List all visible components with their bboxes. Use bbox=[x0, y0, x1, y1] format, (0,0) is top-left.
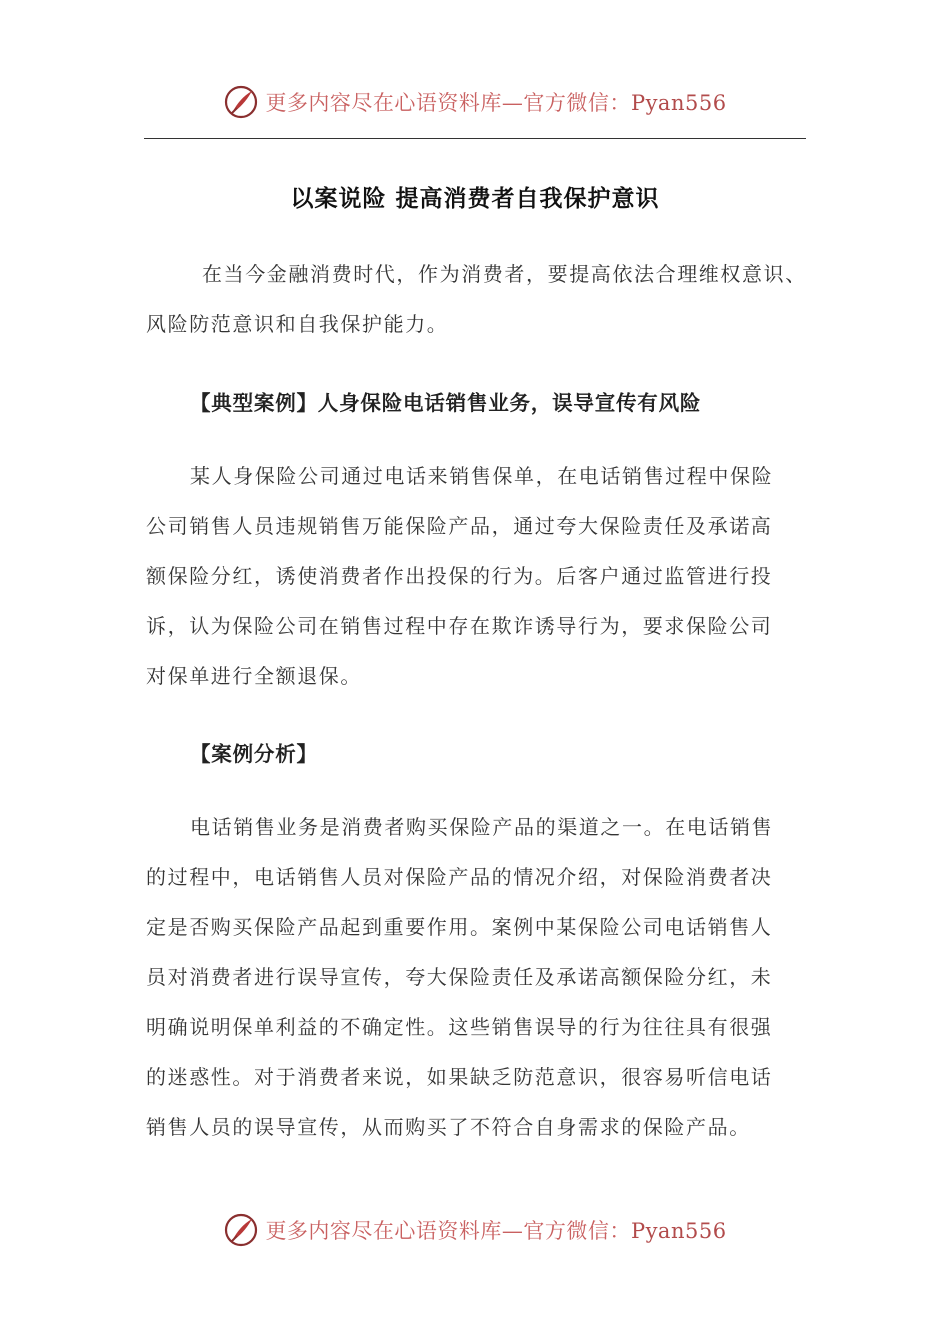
analysis-line: 定是否购买保险产品起到重要作用。案例中某保险公司电话销售人 bbox=[146, 915, 773, 939]
case-paragraph bbox=[146, 451, 826, 701]
analysis-line: 的迷惑性。对于消费者来说，如果缺乏防范意识，很容易听信电话 bbox=[146, 1065, 773, 1089]
intro-line: 风险防范意识和自我保护能力。 bbox=[146, 312, 449, 336]
analysis-line: 明确说明保单利益的不确定性。这些销售误导的行为往往具有很强 bbox=[146, 1015, 773, 1039]
case-line: 额保险分红，诱使消费者作出投保的行为。后客户通过监管进行投 bbox=[146, 564, 773, 588]
wechat-id: Pyan556 bbox=[630, 91, 727, 115]
intro-line: 在当今金融消费时代，作为消费者，要提高依法合理维权意识、 bbox=[202, 262, 807, 286]
header-divider bbox=[144, 138, 806, 139]
analysis-line: 销售人员的误导宣传，从而购买了不符合自身需求的保险产品。 bbox=[146, 1115, 751, 1139]
analysis-heading: 【案例分析】 bbox=[190, 742, 318, 766]
analysis-line: 员对消费者进行误导宣传，夸大保险责任及承诺高额保险分红，未 bbox=[146, 965, 773, 989]
quill-logo-icon bbox=[223, 1212, 259, 1248]
footer-banner bbox=[0, 1210, 950, 1250]
intro-paragraph bbox=[146, 249, 826, 349]
quill-logo-icon bbox=[223, 84, 259, 120]
analysis-paragraph bbox=[146, 802, 826, 1152]
banner-text: 更多内容尽在心语资料库—官方微信：Pyan556 bbox=[265, 91, 727, 115]
analysis-line: 的过程中，电话销售人员对保险产品的情况介绍，对保险消费者决 bbox=[146, 865, 773, 889]
header-banner bbox=[0, 82, 950, 122]
page-title: 以案说险 提高消费者自我保护意识 bbox=[290, 186, 660, 212]
wechat-id: Pyan556 bbox=[630, 1219, 727, 1243]
case-heading: 【典型案例】人身保险电话销售业务，误导宣传有风险 bbox=[190, 391, 702, 415]
case-line: 诉，认为保险公司在销售过程中存在欺诈诱导行为，要求保险公司 bbox=[146, 614, 773, 638]
banner-text: 更多内容尽在心语资料库—官方微信：Pyan556 bbox=[265, 1219, 727, 1243]
case-line: 对保单进行全额退保。 bbox=[146, 664, 362, 688]
analysis-line: 电话销售业务是消费者购买保险产品的渠道之一。在电话销售 bbox=[190, 815, 774, 839]
case-line: 某人身保险公司通过电话来销售保单，在电话销售过程中保险 bbox=[190, 464, 774, 488]
case-line: 公司销售人员违规销售万能保险产品，通过夸大保险责任及承诺高 bbox=[146, 514, 773, 538]
